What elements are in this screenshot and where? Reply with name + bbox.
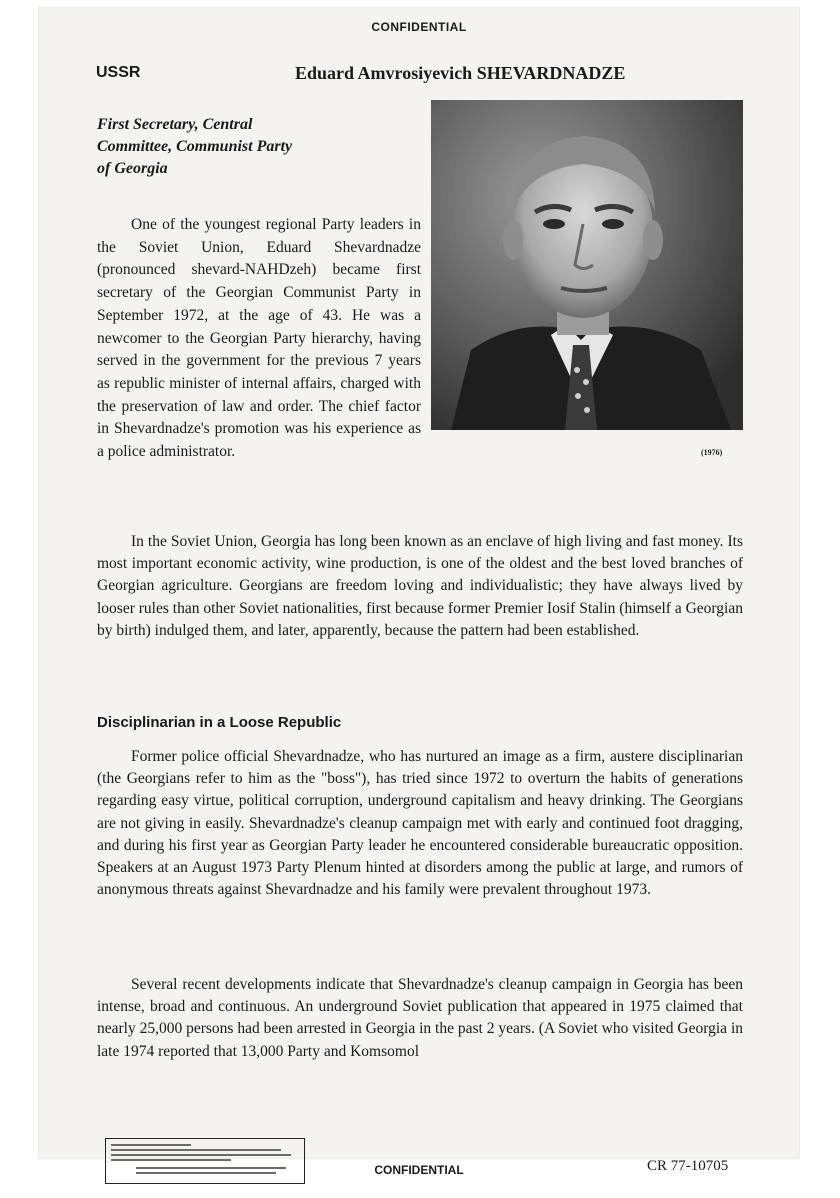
photo-caption: (1976): [701, 448, 723, 457]
subject-name: Eduard Amvrosiyevich SHEVARDNADZE: [295, 63, 626, 83]
lead-paragraph: One of the youngest regional Party leaders in the Soviet Union, Eduard Shevardnadze (pronounced shevard-NAHDzeh) became first secretary of the Georgian Communist Party in September 1972, at the age of 43. He was a newcomer to the Georgian Party hierarchy, having served in the government for the previous 7 years as republic minister of internal affairs, charged with the preservation of law and order. The chief factor in Shevardnadze's promotion was his experience as a police administrator.: [97, 216, 421, 461]
title-line: First Secretary, Central: [97, 116, 253, 133]
section-heading: Disciplinarian in a Loose Republic: [97, 714, 342, 731]
header-classification: CONFIDENTIAL: [371, 20, 467, 34]
portrait-photo: [431, 100, 743, 430]
title-line: Committee, Communist Party: [97, 138, 293, 155]
footer-classification: CONFIDENTIAL: [374, 1163, 464, 1177]
title-line: of Georgia: [97, 160, 168, 177]
country-label: USSR: [96, 64, 141, 81]
classification-stamp: [105, 1138, 305, 1184]
position-title: [97, 114, 347, 180]
document-code: CR 77-10705: [647, 1158, 729, 1174]
portrait-illustration: [431, 100, 743, 430]
document-page: [39, 8, 799, 1177]
body-paragraph: In the Soviet Union, Georgia has long been known as an enclave of high living and fast money. Its most important economic activity, wine production, is one of the oldest and the best loved branches of Georgian agriculture. Georgians are freedom loving and individualistic; they have always lived by looser rules than other Soviet nationalities, first because former Premier Iosif Stalin (himself a Georgian by birth) indulged them, and later, apparently, because the pattern had been established.: [97, 533, 743, 639]
body-paragraph: Former police official Shevardnadze, who has nurtured an image as a firm, austere disciplinarian (the Georgians refer to him as the "boss"), has tried since 1972 to overturn the habits of generations regarding easy virtue, political corruption, underground capitalism and heavy drinking. The Georgians are not giving in easily. Shevardnadze's cleanup campaign met with early and continued foot dragging, and during his first year as Georgian Party leader he encountered considerable bureaucratic opposition. Speakers at an August 1973 Party Plenum hinted at disorders among the public at large, and rumors of anonymous threats against Shevardnadze and his family were prevalent throughout 1973.: [97, 748, 743, 899]
body-paragraph: Several recent developments indicate that Shevardnadze's cleanup campaign in Georgia has been intense, broad and continuous. An underground Soviet publication that appeared in 1975 claimed that nearly 25,000 persons had been arrested in Georgia in the past 2 years. (A Soviet who visited Georgia in late 1974 reported that 13,000 Party and Komsomol: [97, 976, 743, 1060]
